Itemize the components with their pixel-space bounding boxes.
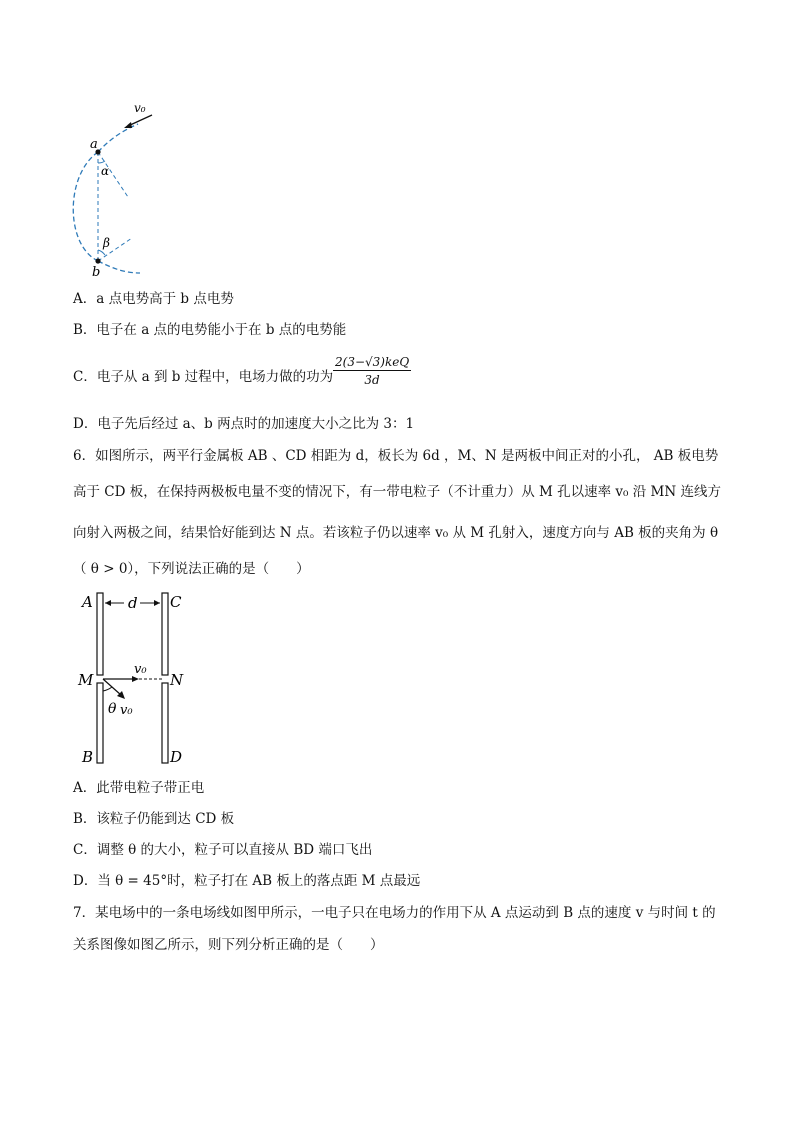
q6-option-b: B．该粒子仍能到达 CD 板 <box>73 811 235 827</box>
alpha-label: α <box>101 164 110 178</box>
q6-option-c: C．调整 θ 的大小，粒子可以直接从 BD 端口飞出 <box>73 842 373 858</box>
point-a-label: a <box>90 137 98 152</box>
q6-option-d: D．当 θ = 45°时，粒子打在 AB 板上的落点距 M 点最远 <box>73 873 421 889</box>
beta-label: β <box>103 236 110 250</box>
q5-option-a: A．a 点电势高于 b 点电势 <box>73 291 234 307</box>
point-b <box>95 258 100 263</box>
beta-angle-arc <box>98 250 105 255</box>
q5-option-b: B．电子在 a 点的电势能小于在 b 点的电势能 <box>73 322 347 338</box>
plate-cd-lower <box>162 683 168 763</box>
label-B: B <box>82 748 94 766</box>
q6-stem-line2: 高于 CD 板，在保持两极板电量不变的情况下，有一带电粒子（不计重力）从 M 孔以速率 v₀ 沿 MN 连线方 <box>73 484 721 500</box>
v0-arrow-line <box>128 115 152 126</box>
fraction-numerator: 2(3−√3)keQ <box>335 355 410 369</box>
label-theta: θ <box>108 701 117 717</box>
label-C: C <box>170 593 182 611</box>
label-d: d <box>128 594 138 612</box>
q6-stem-line1: 6．如图所示，两平行金属板 AB 、CD 相距为 d，板长为 6d ，M、N 是两板中间正对的小孔， AB 板电势 <box>73 448 719 464</box>
d-arrow-left-head <box>105 600 111 606</box>
q5-option-c-text: C．电子从 a 到 b 过程中，电场力做的功为 <box>73 369 334 385</box>
trajectory-arc <box>73 152 98 261</box>
trajectory-incoming-arc <box>98 124 138 152</box>
label-v0-bottom: v₀ <box>120 703 133 718</box>
trajectory-outgoing-arc <box>98 261 140 273</box>
v0-label: v₀ <box>134 101 146 115</box>
q6-stem-line3: 向射入两极之间，结果恰好能到达 N 点。若该粒子仍以速率 v₀ 从 M 孔射入，速度方向与 AB 板的夹角为 θ <box>73 525 719 541</box>
label-M: M <box>78 671 94 689</box>
parallel-plates-figure <box>72 588 202 768</box>
label-N: N <box>170 671 184 689</box>
label-D: D <box>170 748 183 766</box>
alpha-angle-arc <box>98 161 105 163</box>
q7-stem-line2: 关系图像如图乙所示，则下列分析正确的是（ ） <box>73 937 384 953</box>
label-v0-top: v₀ <box>134 662 147 677</box>
q7-stem-line1: 7．某电场中的一条电场线如图甲所示，一电子只在电场力的作用下从 A 点运动到 B 点的速度 v 与时间 t 的 <box>73 905 716 921</box>
theta-angle-arc <box>103 687 112 691</box>
q6-option-a: A．此带电粒子带正电 <box>73 780 205 796</box>
trajectory-figure <box>60 95 170 280</box>
v0-arrow-head <box>124 122 132 128</box>
point-b-label: b <box>92 265 101 280</box>
d-arrow-right-head <box>154 600 160 606</box>
q5-option-d: D．电子先后经过 a、b 两点时的加速度大小之比为 3：1 <box>73 416 415 432</box>
plate-ab-upper <box>97 593 103 675</box>
q6-stem-line4: （ θ > 0），下列说法正确的是（ ） <box>73 561 310 577</box>
q5-option-c-fraction <box>333 355 411 387</box>
label-A: A <box>82 593 93 611</box>
plate-ab-lower <box>97 683 103 763</box>
fraction-denominator: 3d <box>364 373 380 387</box>
plate-cd-upper <box>162 593 168 675</box>
